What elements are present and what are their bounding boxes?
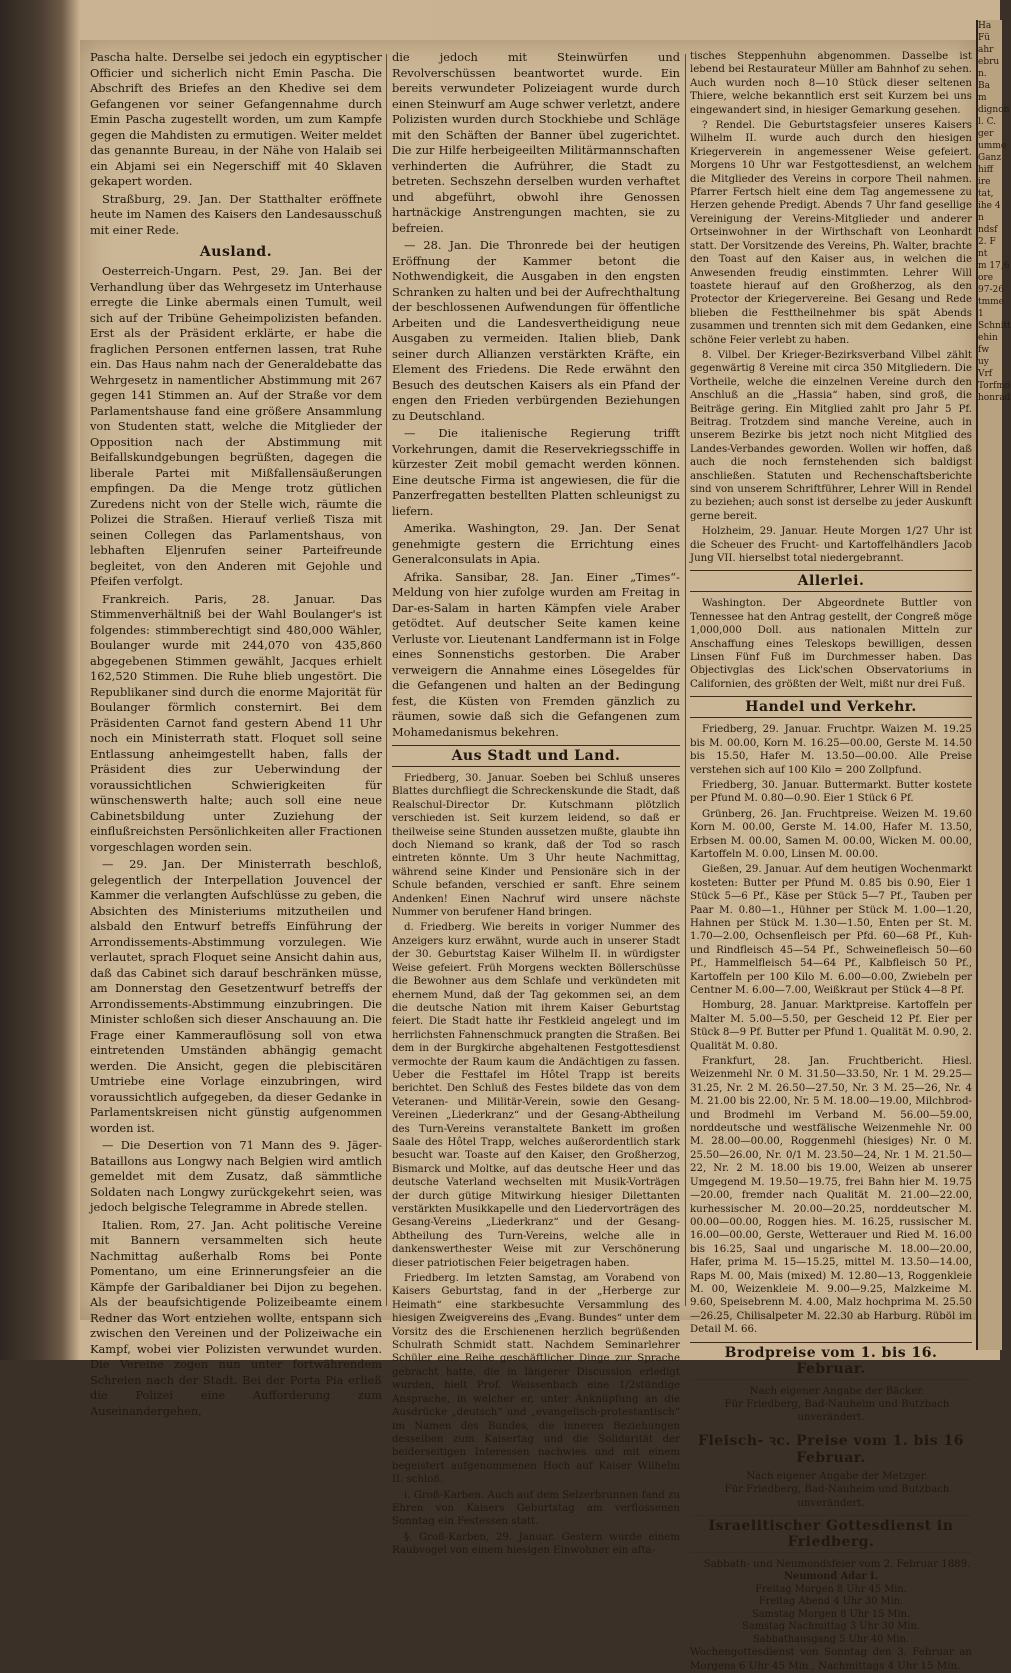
column-3 (690, 50, 972, 1672)
adjacent-page-fragment: umme (978, 141, 1007, 151)
article-paragraph: 8. Vilbel. Der Krieger-Bezirksverband Vilbel zählt gegenwärtig 8 Vereine mit circa 350 Mitgliedern. Die Vortheile, welche die einzelnen Vereine durch den Anschluß an die „Hassia“ haben, sind groß, die Beiträge gering. Ein Mitglied zahlt pro Jahr 5 Pf. Beitrag. Trotzdem sind manche Vereine, auch in unserem Bezirke bis jetzt noch nicht Mitglied des Landes-Verbandes geworden. Wollen wir hoffen, daß auch die noch fernstehenden sich baldigst anschließen. Statuten und Rechenschaftsberichte sind von unserem Schriftführer, Lehrer Will in Rendel zu beziehen; auch sonst ist derselbe zu jeder Auskunft gerne bereit. (690, 349, 972, 522)
section-heading: Aus Stadt und Land. (392, 745, 680, 767)
adjacent-page-edge (976, 20, 1011, 1350)
article-paragraph: — Die italienische Regierung trifft Vorkehrungen, damit die Reservekriegsschiffe in kürzester Zeit mobil gemacht werden können. Eine deutsche Firma ist angewiesen, die für die Panzerfregatten bestellten Platten schleunigst zu liefern. (392, 426, 680, 518)
subnote: Nach eigener Angabe der Bäcker. (749, 1385, 925, 1397)
market-report: Homburg, 28. Januar. Marktpreise. Kartoffeln per Malter M. 5.00—5.50, per Gescheid 12 Pf. Eier per Stück 8—9 Pf. Butter per Pfund 1. Qualität M. 0.90, 2. Qualität M. 0.80. (690, 1000, 972, 1052)
article-paragraph: Amerika. Washington, 29. Jan. Der Senat genehmigte gestern die Errichtung eines Generalconsulats in Apia. (392, 521, 680, 566)
adjacent-page-fragment: nt (978, 249, 988, 259)
article-paragraph: Straßburg, 29. Jan. Der Statthalter eröffnete heute im Namen des Kaisers den Landesausschuß mit einer Rede. (90, 191, 382, 237)
adjacent-page-fragment: ehin (978, 333, 998, 343)
article-paragraph: ? Rendel. Die Geburtstagsfeier unseres Kaisers Wilhelm II. wurde auch durch den hiesigen Kriegerverein in angemessener Weise gefeiert. Morgens 10 Uhr war Festgottesdienst, an welchem die Mitglieder des Vereins in corpore Theil nahmen. Pfarrer Fertsch hielt eine dem Tag angemessene zu Herzen gehende Predigt. Abends 7 Uhr fand gesellige Vereinigung der Vereins-Mitglieder und anderer Ortseinwohner in der Wirthschaft von Leonhardt statt. Der Vorsitzende des Vereins, Ph. Walter, brachte den Toast auf den Kaiser aus, in welchen die Anwesenden freudig einstimmten. Lehrer Will toastete hierauf auf den Großherzog, als den Protector der Kriegervereine. Bei Gesang und Rede blieben die Festtheilnehmer bis spät Abends zusammen und trennten sich mit dem Gedanken, eine schöne Feier verlebt zu haben. (690, 120, 972, 346)
adjacent-page-fragment: Ba (978, 81, 990, 91)
adjacent-page-fragment: 2. F (978, 237, 996, 247)
market-report: Friedberg, 29. Januar. Fruchtpr. Waizen M. 19.25 bis M. 00.00, Korn M. 16.25—00.00, Gerste M. 14.50 bis 15.50, Hafer M. 13.50—00.00. Alle Preise verstehen sich auf 100 Kilo = 200 Zollpfund. (690, 724, 972, 776)
article-paragraph: — Die Desertion von 71 Mann des 9. Jäger-Bataillons aus Longwy nach Belgien wird amtlich gemeldet mit dem Zusatz, daß sämmtliche Soldaten nach Longwy zurückgekehrt seien, was jedoch belgische Telegramme in Abrede stellen. (90, 1138, 382, 1214)
market-report: Grünberg, 26. Jan. Fruchtpreise. Weizen M. 19.60 Korn M. 00.00, Gerste M. 14.00, Hafer M. 13.50, Erbsen M. 00.00, Samen M. 00.00, Wicken M. 00.00, Kartoffeln M. 0.00, Linsen M. 00.00. (690, 808, 972, 860)
column-2 (392, 50, 680, 1557)
market-report: Frankfurt, 28. Jan. Fruchtbericht. Hiesl. Weizenmehl Nr. 0 M. 31.50—33.50, Nr. 1 M. 29.25—31.25, Nr. 2 M. 26.50—27.50, Nr. 3 M. 25—26, Nr. 4 M. 21.00 bis 22.00, Nr. 5 M. 18.00—19.00, Milchbrod- und Brodmehl im Verband M. 56.00—59.00, norddeutsche und westfälische Weizenmehle Nr. 00 M. 28.00—00.00, Roggenmehl (hiesiges) Nr. 0 M. 25.50—26.00, Nr. 0/1 M. 23.50—24, Nr. 1 M. 21.50—22, Nr. 2 M. 18.00 bis 19.00, Weizen ab unserer Umgegend M. 19.50—19.75, frei Bahn hier M. 19.75—20.00, fremder nach Qualität M. 21.00—22.00, kurhessischer M. 20.00—20.25, norddeutscher M. 00.00—00.00, Roggen hies. M. 16.25, russischer M. 16.00—00.00, Gerste, Wetterauer und Ried M. 16.00 bis 16.25, Saal und ungarische M. 18.00—20.00, Hafer, prima M. 15—15.25, mittel M. 13.50—14.00, Raps M. 00, Mais (mixed) M. 12.80—13, Roggenkleie M. 00, Weizenkleie M. 9.00—9.25, Malzkeime M. 9.60, Speisebrenn M. 4.00, Malz hochprima M. 25.50—26.25, Chilisalpeter M. 22.30 ab Harburg. Rüböl im Detail M. 66. (690, 1056, 972, 1336)
article-paragraph: die jedoch mit Steinwürfen und Revolverschüssen beantwortet wurde. Ein bereits verwundeter Polizeiagent wurde durch einen Steinwurf am Auge schwer verletzt, andere Polizisten wurden durch Stockhiebe und Schläge mit den Schäften der Banner übel zugerichtet. Die zur Hilfe herbeigeeilten Militärmannschaften verhinderten die Aufrührer, die Stadt zu betreten. Sechszehn derselben wurden verhaftet und abgeführt, obwohl ihre Genossen hartnäckige Anstrengungen machten, sie zu befreien. (392, 50, 680, 235)
subnote: Für Friedberg, Bad-Nauheim und Butzbach unverändert. (724, 1398, 950, 1424)
article-paragraph: Washington. Der Abgeordnete Buttler von Tennessee hat den Antrag gestellt, der Congreß möge 1,000,000 Doll. aus nationalen Mitteln zur Anschaffung eines Teleskops bewilligen, dessen Linsen Fünf Fuß im Durchmesser haben. Das Objectivglas des Lick'schen Observatoriums in Californien, des größten der Welt, mißt nur drei Fuß. (690, 598, 972, 690)
schedule-line: Samstag Nachmittag 3 Uhr 30 Min. (742, 1621, 920, 1633)
adjacent-page-fragment: Vrf (978, 369, 993, 379)
article-paragraph: tisches Steppenhuhn abgenommen. Dasselbe ist lebend bei Restaurateur Müller am Bahnhof zu sehen. Auch wurden noch 8—10 Stück dieser seltenen Thiere, welche bekanntlich erst seit Kurzem bei uns eingewandert sind, in hiesiger Gemarkung gesehen. (690, 51, 972, 116)
adjacent-page-fragment: m (978, 93, 987, 103)
service-schedule (690, 1571, 972, 1646)
adjacent-page-fragment: m 17,6 (978, 261, 1010, 271)
schedule-title: Neumond Adar I. (784, 1571, 878, 1583)
adjacent-page-fragment: ger (978, 129, 994, 139)
adjacent-page-fragment: hiff (978, 165, 994, 175)
local-news (392, 772, 680, 1558)
schedule-line: Sabbathausgang 5 Uhr 40 Min. (752, 1633, 910, 1645)
schedule-line: Samstag Morgen 8 Uhr 15 Min. (751, 1608, 911, 1620)
article-paragraph: — 29. Jan. Der Ministerrath beschloß, gelegentlich der Interpellation Jouvencel der Kammer die verlangten Aufschlüsse zu geben, die Absichten des Ministeriums mitzutheilen und alsbald den Entwurf betreffs Einführung der Arrondissements-Abstimmung vorzulegen. Wie verlautet, sprach Floquet seine Ansicht dahin aus, daß das Cabinet sich darauf beschränken müsse, am Donnerstag den Gesetzentwurf betreffs der Arrondissements-Abstimmung einzubringen. Die Minister schloßen sich dieser Anschauung an. Die Frage einer Kammerauflösung soll von etwa eintretenden Umständen abhängig gemacht werden. Die Ansicht, gegen die plebiscitären Umtriebe eine Vorlage einzubringen, wird voraussichtlich aufgegeben, da dieser Gedanke in Parlamentskreisen nicht günstig aufgenommen worden ist. (90, 857, 382, 1135)
adjacent-page-fragment: Ha (978, 21, 992, 31)
adjacent-page-fragment: Fü (978, 33, 991, 43)
subnote: Nach eigener Angabe der Metzger. (746, 1470, 928, 1482)
adjacent-page-fragment: ire (978, 177, 991, 187)
adjacent-page-fragment: fw (978, 345, 990, 355)
market-report: Gießen, 29. Januar. Auf dem heutigen Wochenmarkt kosteten: Butter per Pfund M. 0.85 bis 0.90, Eier 1 Stück 5—6 Pf., Käse per Stück 5—7 Pf., Tauben per Paar M. 0.80—1., Hühner per Stück M. 1.00—1.20, Hahnen per Stück M. 1.30—1.50, Enten per St. M. 1.70—2.00, Ochsenfleisch per Pfd. 60—68 Pf., Kuh- und Rindfleisch 45—54 Pf., Schweinefleisch 50—60 Pf., Hammelfleisch 54—64 Pf., Kalbfleisch 50 Pf., Kartoffeln per 100 Kilo M. 6.00—0.00, Zwiebeln per Centner M. 6.00—7.00, Weißkraut per Stück 4—8 Pf. (690, 864, 972, 996)
newspaper-page (80, 40, 976, 1672)
subnote: Für Friedberg, Bad-Nauheim und Butzbach unverändert. (724, 1484, 950, 1509)
section-heading: Ausland. (199, 244, 273, 260)
adjacent-page-fragment: ihe 4 (978, 201, 1001, 211)
schedule-line: Freitag Morgen 8 Uhr 45 Min. (755, 1583, 907, 1595)
adjacent-page-fragment: ndsf (978, 225, 998, 235)
subnote: Sabbath- und Neumondsfeier vom 2. Februar 1889. (703, 1559, 971, 1570)
adjacent-page-fragment: n (978, 213, 984, 223)
adjacent-page-fragment: Schnitt (978, 321, 1011, 331)
article-paragraph: Friedberg. Im letzten Samstag, am Vorabend von Kaisers Geburtstag, fand in der „Herberge zur Heimath“ eine starkbesuchte Versammlung des hiesigen Zweigvereins des „Evang. Bundes“ unter dem Vorsitz des die Erschienenen herzlich begrüßenden Schulrath Schmidt statt. Nachdem Seminarlehrer Schüler eine Reihe geschäftlicher Dinge zur Sprache gebracht hatte, die in längerer Discussion erledigt wurden, hielt Prof. Weissenbach eine 1/2stündige Ansprache, in welcher er, unter Anknüpfung an die Ausdrücke „deutsch“ und „evangelisch-protestantisch“ im Namen des Bundes, die inneren Beziehungen desselben zum Kaisertag und die Solidarität der beiderseitigen Interessen nachwies und mit einem begeistert aufgenommenen Hoch auf Kaiser Wilhelm II. schloß. (392, 1273, 680, 1486)
article-paragraph: Italien. Rom, 27. Jan. Acht politische Vereine mit Bannern versammelten sich heute Nachmittag außerhalb Roms bei Ponte Pomentano, um eine Erinnerungsfeier an die Kämpfe der Garibaldianer bei Dijon zu begehen. Als der beaufsichtigende Polizeibeamte einem Redner das Wort entziehen wollte, entspann sich zwischen den Vereinen und der Polizeiwache ein Kampf, wobei vier Polizisten verwundet wurden. Die Vereine zogen nun unter fortwährendem Schreien nach der Stadt. Bei der Porta Pia erließ die Polizei eine Aufforderung zum Auseinandergehen, (90, 1217, 382, 1418)
section-heading: Israelitischer Gottesdienst in Friedberg. (690, 1515, 972, 1553)
adjacent-page-fragment: tat, (978, 189, 994, 199)
article-paragraph: Holzheim, 29. Januar. Heute Morgen 1/27 Uhr ist die Scheuer des Frucht- und Kartoffelhändlers Jacob Jung VII. hierselbst total niedergebrannt. (690, 526, 972, 565)
schedule-line: Freitag Abend 4 Uhr 30 Min. (758, 1596, 904, 1608)
section-heading: Brodpreise vom 1. bis 16. Februar. (690, 1342, 972, 1380)
adjacent-page-fragment: 97-26 (978, 285, 1004, 295)
column-rule (685, 54, 686, 1306)
article-paragraph: d. Friedberg. Wie bereits in voriger Nummer des Anzeigers kurz erwähnt, wurde auch in unserer Stadt der 30. Geburtstag Kaiser Wilhelm II. in würdigster Weise gefeiert. Früh Morgens weckten Böllerschüsse die Bewohner aus dem Schlafe und verkündeten mit ehernem Mund, daß der Tag gekommen sei, an dem die deutsche Nation mit ihrem Kaiser Geburtstag feiert. Die Stadt hatte ihr Festkleid angelegt und im herrlichsten Fahnenschmuck prangten die Straßen. Bei dem in der Burgkirche abgehaltenen Festgottesdienst vermochte der Raum kaum die Andächtigen zu fassen. Ueber die Festtafel im Hôtel Trapp ist bereits berichtet. Den Schluß des Festes bildete das von dem Veteranen- und Militär-Verein, sowie den Gesang-Vereinen „Liederkranz“ und der Gesang-Abtheilung des Turn-Vereins veranstaltete Bankett im großen Saale des Hôtel Trapp, welches außerordentlich stark besucht war. Toaste auf den Kaiser, den Großherzog, Bismarck und Moltke, auf das deutsche Heer und das deutsche Vaterland wechselten mit Musik-Vorträgen der durch gütige Mitwirkung hiesiger Dilettanten verstärkten Musikkapelle und den Liedervorträgen des Gesang-Vereins „Liederkranz“ und der Gesang-Abtheilung des Turn-Vereins, welche alle in dankenswerthester Weise mit zur Verschönerung dieser patriotischen Feier beigetragen haben. (392, 922, 680, 1269)
column-1 (90, 50, 382, 1418)
article-paragraph: Afrika. Sansibar, 28. Jan. Einer „Times“-Meldung von hier zufolge wurden am Freitag in Dar-es-Salam in harten Kämpfen viele Araber getödtet. Auf deutscher Seite kamen keine Verluste vor. Lieutenant Landfermann ist in Folge eines Sonnenstichs gestorben. Die Araber verweigern die Annahme eines Lösegeldes für die Gefangenen und halten an der Bedingung fest, die Küsten von Fremden gänzlich zu räumen, sowie daß sich die Gefangenen zum Mohamedanismus bekehren. (392, 569, 680, 739)
market-report: Friedberg, 30. Januar. Buttermarkt. Butter kostete per Pfund M. 0.80—0.90. Eier 1 Stück 6 Pf. (690, 779, 972, 805)
article-paragraph: Wochengottesdienst von Sonntag den 3. Februar an Morgens 6 Uhr 45 Min., Nachmittags 4 Uhr 15 Min. (690, 1647, 972, 1672)
article-paragraph: Friedberg, 30. Januar. Soeben bei Schluß unseres Blattes durchfliegt die Schreckenskunde die Stadt, daß Realschul-Director Dr. Kutschmann plötzlich verschieden ist. Seit kurzem leidend, so daß er theilweise seine Stunden aussetzen mußte, glaubte ihn doch Niemand so krank, daß der Tod so rasch eintreten könnte. Um 3 Uhr heute Nachmittag, während seine Kinder und Pensionäre sich in der Schule befanden, verschied er sanft. Ehre seinem Andenken! Einen Nachruf wird unsere nächste Nummer von berufener Hand bringen. (392, 773, 680, 919)
section-heading: Handel und Verkehr. (690, 696, 972, 718)
article-paragraph: Oesterreich-Ungarn. Pest, 29. Jan. Bei der Verhandlung über das Wehrgesetz im Unterhause erregte die Linke abermals einen Tumult, weil sich auf der Tribüne Geheimpolizisten befanden. Erst als der Präsident erklärte, er habe die fraglichen Personen entfernen lassen, trat Ruhe ein. Das Haus nahm nach der Generaldebatte das Wehrgesetz in namentlicher Abstimmung mit 267 gegen 141 Stimmen an. Auf der Straße vor dem Parlamentshause fand eine größere Ansammlung von Studenten statt, welche die Mitglieder der Opposition nach der Abstimmung mit Beifallskundgebungen begrüßten, dagegen die liberale Partei mit Mißfallensäußerungen empfingen. Da die Menge trotz gütlichen Zuredens nicht von der Stelle wich, räumte die Polizei die Straßen. Hierauf verließ Tisza mit seinen Collegen das Parlamentshaus, von lebhaften Eljenrufen seiner Parteifreunde begleitet, von den Anderen mit Gejohle und Pfeifen verfolgt. (90, 264, 382, 588)
article-paragraph: i. Groß-Karben. Auch auf dem Selzerbrunnen fand zu Ehren von Kaisers Geburtstag am verflossenen Sonntag ein Festessen statt. (392, 1489, 680, 1528)
article-paragraph: §. Groß-Karben, 29. Januar. Gestern wurde einem Raubvogel von einem hiesigen Einwohner ein afta- (392, 1531, 680, 1557)
section-heading: Allerlei. (690, 570, 972, 592)
column-rule (386, 54, 387, 1306)
adjacent-page-fragment: ahr (978, 45, 994, 55)
adjacent-page-fragment: dignon (978, 105, 1010, 115)
adjacent-page-fragment: l. C. (978, 117, 997, 127)
adjacent-page-fragment: n. (978, 69, 987, 79)
adjacent-page-fragment: Ganz (978, 153, 1002, 163)
adjacent-page-fragment: Torfmo (978, 381, 1011, 391)
article-paragraph: — 28. Jan. Die Thronrede bei der heutigen Eröffnung der Kammer betont die Nothwendigkeit, die Ausgaben in den engsten Schranken zu halten und bei der Aufrechthaltung der beschlossenen Aufwendungen für öffentliche Arbeiten und die Landesvertheidigung neue Ausgaben zu vermeiden. Italien blieb, Dank seiner durch Allianzen verstärkten Kräfte, ein Element des Friedens. Die Rede erwähnt den Besuch des deutschen Kaisers als ein Pfand der engen den Frieden verbürgenden Beziehungen zu Deutschland. (392, 238, 680, 423)
adjacent-page-fragment: ebru (978, 57, 1000, 67)
adjacent-page-fragment: uy (978, 357, 989, 367)
article-paragraph: Pascha halte. Derselbe sei jedoch ein egyptischer Officier und sicherlich nicht Emin Pascha. Die Abschrift des Briefes an den Khedive sei dem Gefangenen vor seiner Gefangennahme durch Emin Pascha zugestellt worden, um zum Kampfe gegen die Mahdisten zu ermutigen. Weiter meldet das genannte Bureau, in der Nähe von Halaib sei ein Abjami sei ein Negerschiff mit 40 Sklaven gekapert worden. (90, 50, 382, 188)
article-paragraph: Frankreich. Paris, 28. Januar. Das Stimmenverhältniß bei der Wahl Boulanger's ist folgendes: stimmberechtigt sind 480,000 Wähler, Boulanger wurde mit 244,070 von 435,860 abgegebenen Stimmen gewählt, Jacques erhielt 162,520 Stimmen. Die Ruhe blieb ungestört. Die Republikaner sind durch die enorme Majorität für Boulanger förmlich consternirt. Bei dem Präsidenten Carnot fand gestern Abend 11 Uhr noch ein Ministerrath statt. Floquet soll seine Entlassung anheimgestellt haben, falls der Präsident dies zur Ueberwindung der voraussichtlichen Schwierigkeiten für wünschenswerth halte; auch soll eine neue Cabinetsbildung unter Zuziehung der einflußreichsten Persönlichkeiten aller Fractionen vorgeschlagen worden sein. (90, 591, 382, 854)
adjacent-page-fragment: honrad (978, 393, 1011, 403)
adjacent-page-fragment: tmme (978, 297, 1005, 307)
adjacent-page-fragment: ore (978, 273, 994, 283)
section-heading: Fleisch- ꝛc. Preise vom 1. bis 16 Februar. (698, 1432, 964, 1466)
adjacent-page-fragment: 1 (978, 309, 984, 319)
